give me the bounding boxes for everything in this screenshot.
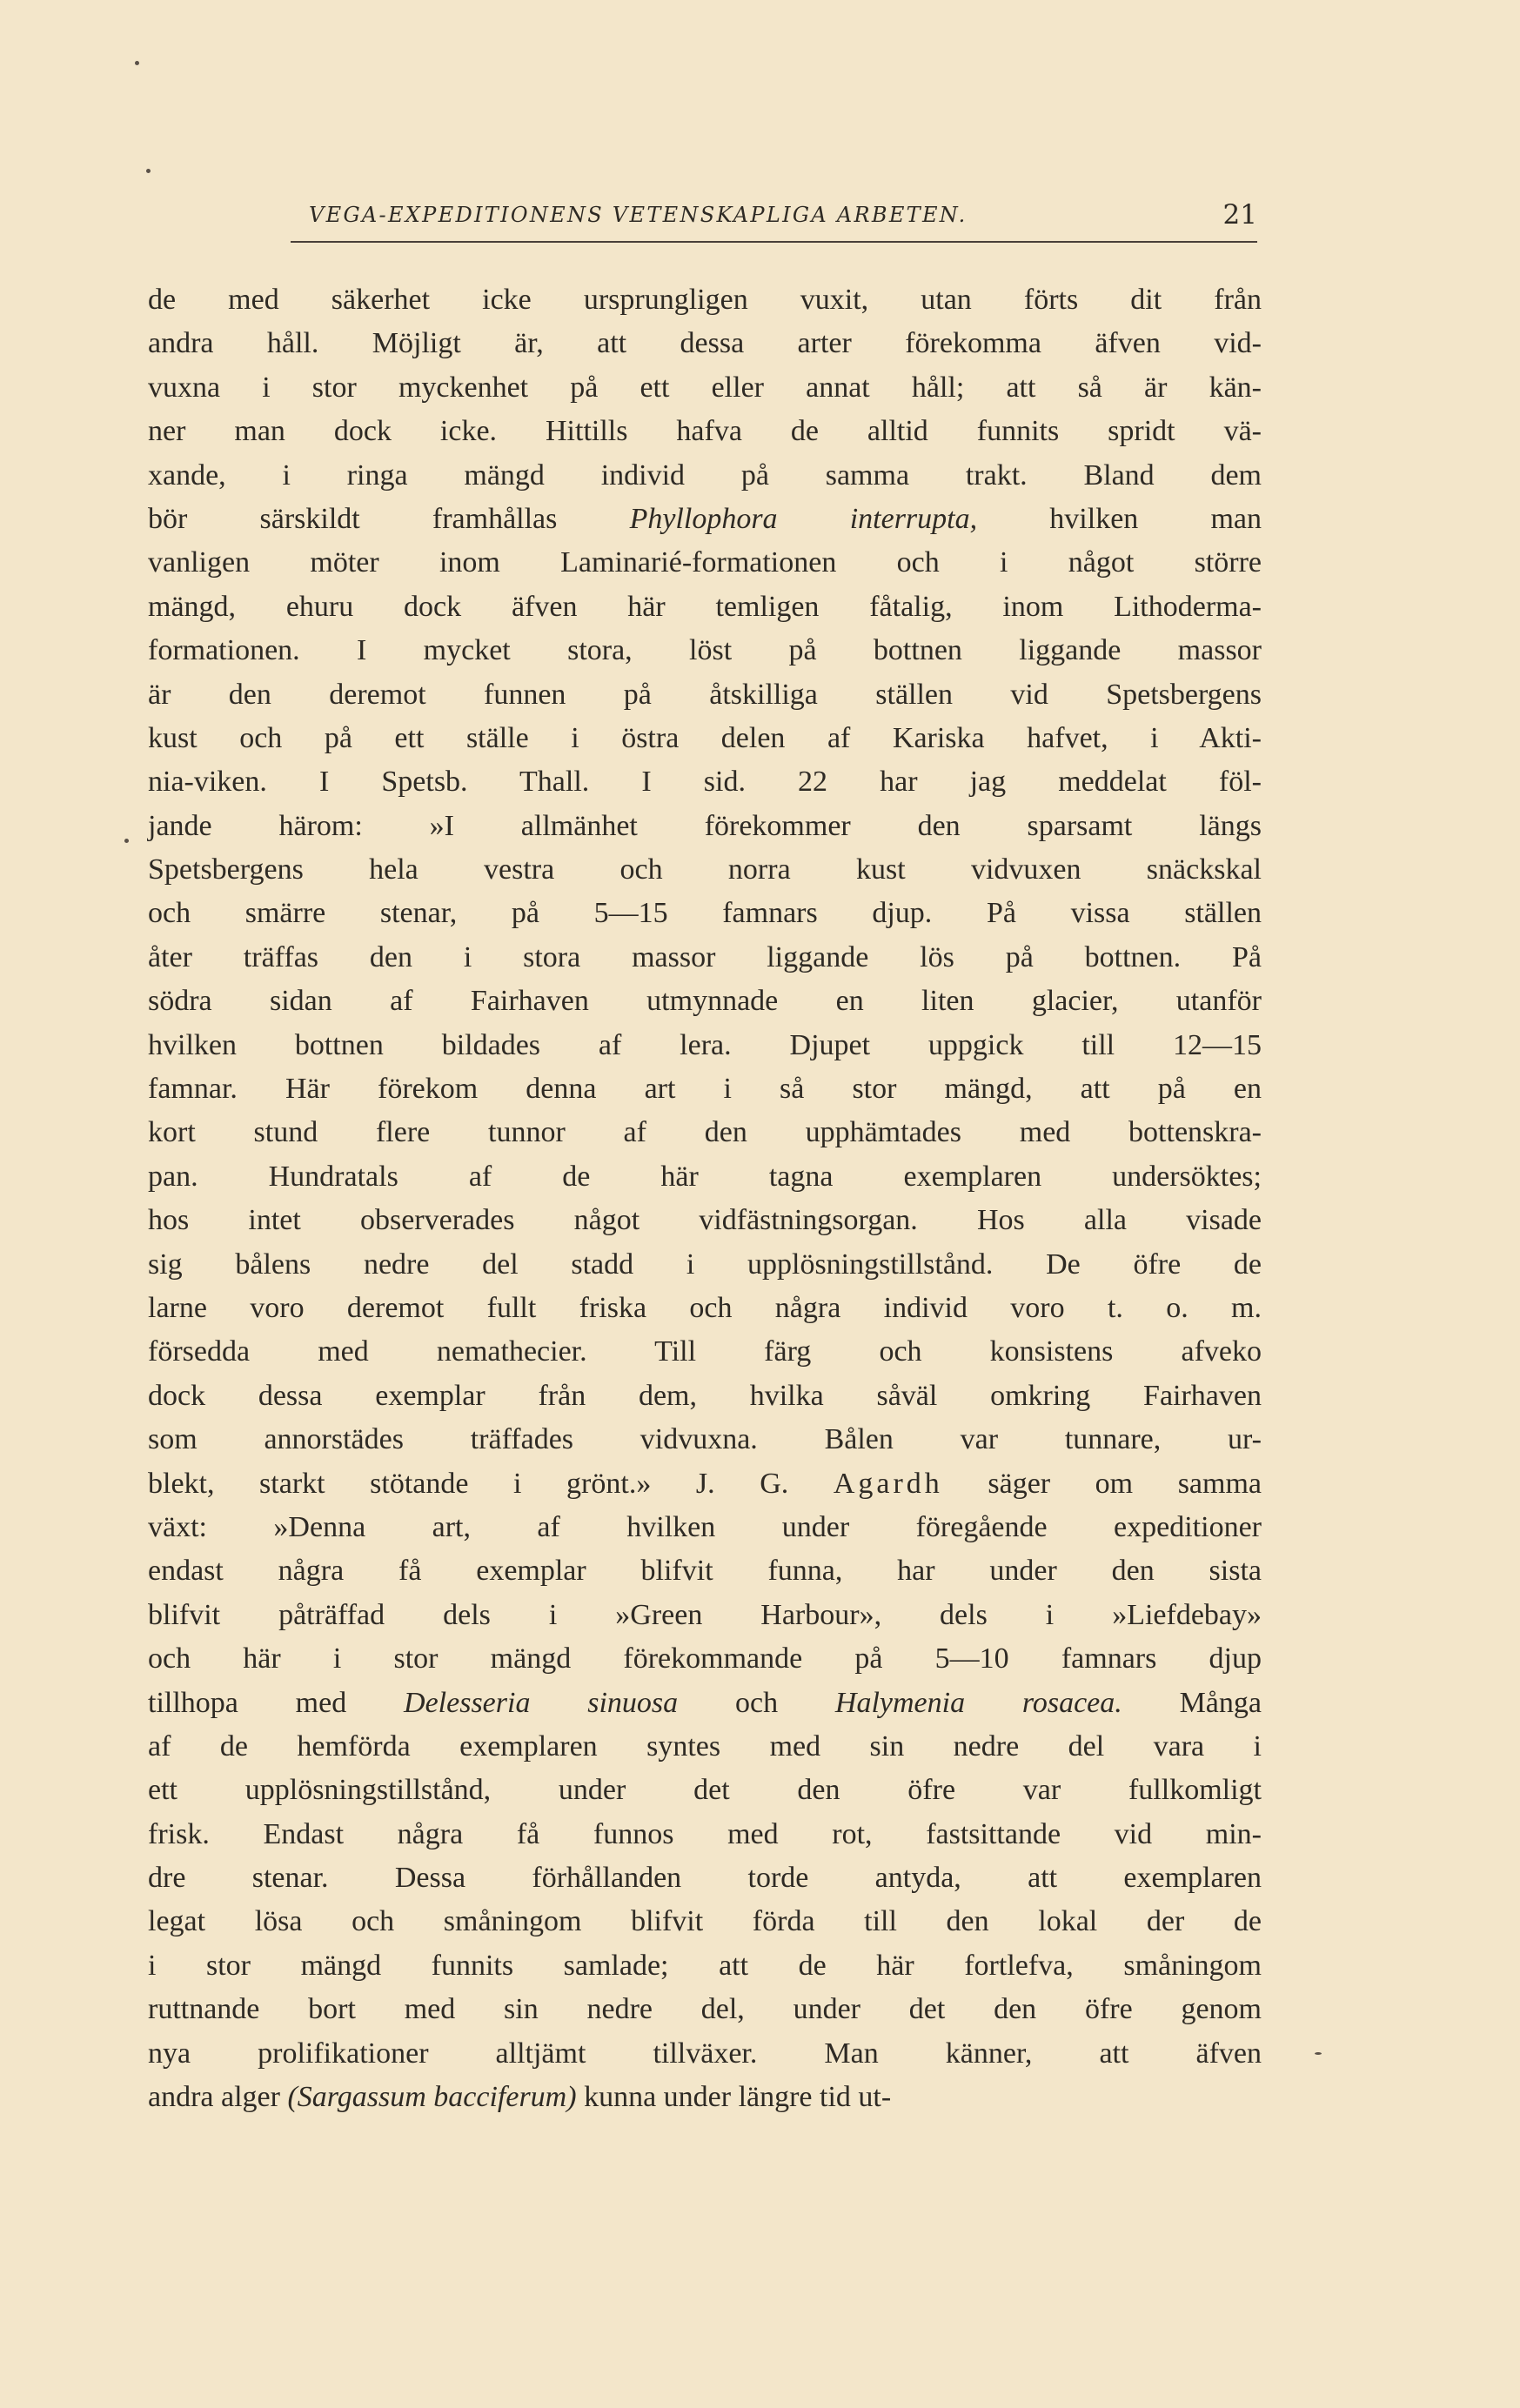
header-rule	[291, 241, 1257, 243]
text-line: andra håll. Möjligt är, att dessa arter förekomma äfven vid-	[148, 327, 1262, 360]
text-line: pan. Hundratals af de här tagna exemplaren undersöktes;	[148, 1160, 1262, 1193]
text-line: formationen. I mycket stora, löst på bottnen liggande massor	[148, 634, 1262, 667]
text-line	[148, 2076, 1262, 2119]
text-line: vuxna i stor myckenhet på ett eller annat håll; att så är kän-	[148, 371, 1262, 404]
text-line: mängd, ehuru dock äfven här temligen fåtalig, inom Lithoderma-	[148, 590, 1262, 623]
text-line: hvilken bottnen bildades af lera. Djupet uppgick till 12—15	[148, 1028, 1262, 1061]
text-line: i stor mängd funnits samlade; att de här fortlefva, småningom	[148, 1949, 1262, 1982]
text-line: legat lösa och småningom blifvit förda till den lokal der de	[148, 1905, 1262, 1938]
text-line: ruttnande bort med sin nedre del, under det den öfre genom	[148, 1993, 1262, 2026]
author-name: Agardh	[833, 1467, 943, 1500]
text-line: dock dessa exemplar från dem, hvilka såväl omkring Fairhaven	[148, 1379, 1262, 1412]
paper-speck	[146, 169, 151, 173]
text-run: och	[678, 1686, 835, 1719]
text-line: kort stund flere tunnor af den upphämtades med bottenskra-	[148, 1116, 1262, 1149]
text-line: nya prolifikationer alltjämt tillväxer. Man känner, att äfven	[148, 2037, 1262, 2070]
text-line: ner man dock icke. Hittills hafva de alltid funnits spridt vä-	[148, 415, 1262, 448]
text-line	[148, 1682, 1262, 1725]
page-number: 21	[1222, 199, 1257, 231]
text-line: sig bålens nedre del stadd i upplösningstillstånd. De öfre de	[148, 1247, 1262, 1281]
paper-speck	[135, 61, 139, 65]
text-line: södra sidan af Fairhaven utmynnade en liten glacier, utanför	[148, 985, 1262, 1018]
text-line: vanligen möter inom Laminarié-formationen och i något större	[148, 546, 1262, 579]
text-run: bör särskildt framhållas	[148, 502, 630, 535]
running-head: VEGA-EXPEDITIONENS VETENSKAPLIGA ARBETEN.	[309, 203, 968, 227]
taxon-name: Phyllophora interrupta,	[629, 502, 978, 535]
text-line	[148, 1462, 1262, 1506]
text-run: kunna under längre tid ut-	[576, 2081, 892, 2114]
text-line	[148, 498, 1262, 541]
text-line: larne voro deremot fullt friska och några individ voro t. o. m.	[148, 1291, 1262, 1324]
text-run: säger om samma	[942, 1467, 1262, 1500]
text-line: nia-viken. I Spetsb. Thall. I sid. 22 har jag meddelat föl-	[148, 766, 1262, 799]
paper-speck	[1315, 2052, 1322, 2055]
text-line: jande härom: »I allmänhet förekommer den sparsamt längs	[148, 809, 1262, 842]
text-run: Många	[1122, 1686, 1262, 1719]
text-line: försedda med nemathecier. Till färg och konsistens afveko	[148, 1335, 1262, 1368]
text-run: tillhopa med	[148, 1686, 405, 1719]
text-line: åter träffas den i stora massor liggande lös på bottnen. På	[148, 940, 1262, 973]
text-run: blekt, starkt stötande i grönt.» J. G.	[148, 1467, 834, 1500]
text-line: växt: »Denna art, af hvilken under föregående expeditioner	[148, 1510, 1262, 1543]
text-run: hvilken man	[977, 502, 1262, 535]
text-line: som annorstädes träffades vidvuxna. Bålen var tunnare, ur-	[148, 1423, 1262, 1456]
text-line: frisk. Endast några få funnos med rot, fastsittande vid min-	[148, 1817, 1262, 1850]
text-line: och här i stor mängd förekommande på 5—10 famnars djup	[148, 1642, 1262, 1676]
text-line: ett upplösningstillstånd, under det den öfre var fullkomligt	[148, 1774, 1262, 1807]
paper-speck	[124, 839, 129, 843]
page-header	[309, 199, 1257, 234]
text-line: är den deremot funnen på åtskilliga ställen vid Spetsbergens	[148, 678, 1262, 711]
text-line: kust och på ett ställe i östra delen af Kariska hafvet, i Akti-	[148, 721, 1262, 754]
text-line: af de hemförda exemplaren syntes med sin nedre del vara i	[148, 1729, 1262, 1763]
taxon-name: Halymenia rosacea.	[834, 1686, 1122, 1719]
text-line: endast några få exemplar blifvit funna, har under den sista	[148, 1555, 1262, 1588]
text-line: xande, i ringa mängd individ på samma trakt. Bland dem	[148, 458, 1262, 492]
text-line: de med säkerhet icke ursprungligen vuxit, utan förts dit från	[148, 284, 1262, 316]
text-line: dre stenar. Dessa förhållanden torde antyda, att exemplaren	[148, 1862, 1262, 1895]
text-line: hos intet observerades något vidfästningsorgan. Hos alla visade	[148, 1204, 1262, 1237]
text-line: Spetsbergens hela vestra och norra kust vidvuxen snäckskal	[148, 853, 1262, 886]
text-line: blifvit påträffad dels i »Green Harbour», dels i »Liefdebay»	[148, 1598, 1262, 1631]
taxon-name: Delesseria sinuosa	[404, 1686, 679, 1719]
taxon-name: (Sargassum bacciferum)	[287, 2081, 577, 2114]
body-text	[148, 278, 1262, 2119]
text-line: famnar. Här förekom denna art i så stor mängd, att på en	[148, 1073, 1262, 1106]
text-run: andra alger	[148, 2081, 288, 2114]
text-line: och smärre stenar, på 5—15 famnars djup. På vissa ställen	[148, 897, 1262, 930]
